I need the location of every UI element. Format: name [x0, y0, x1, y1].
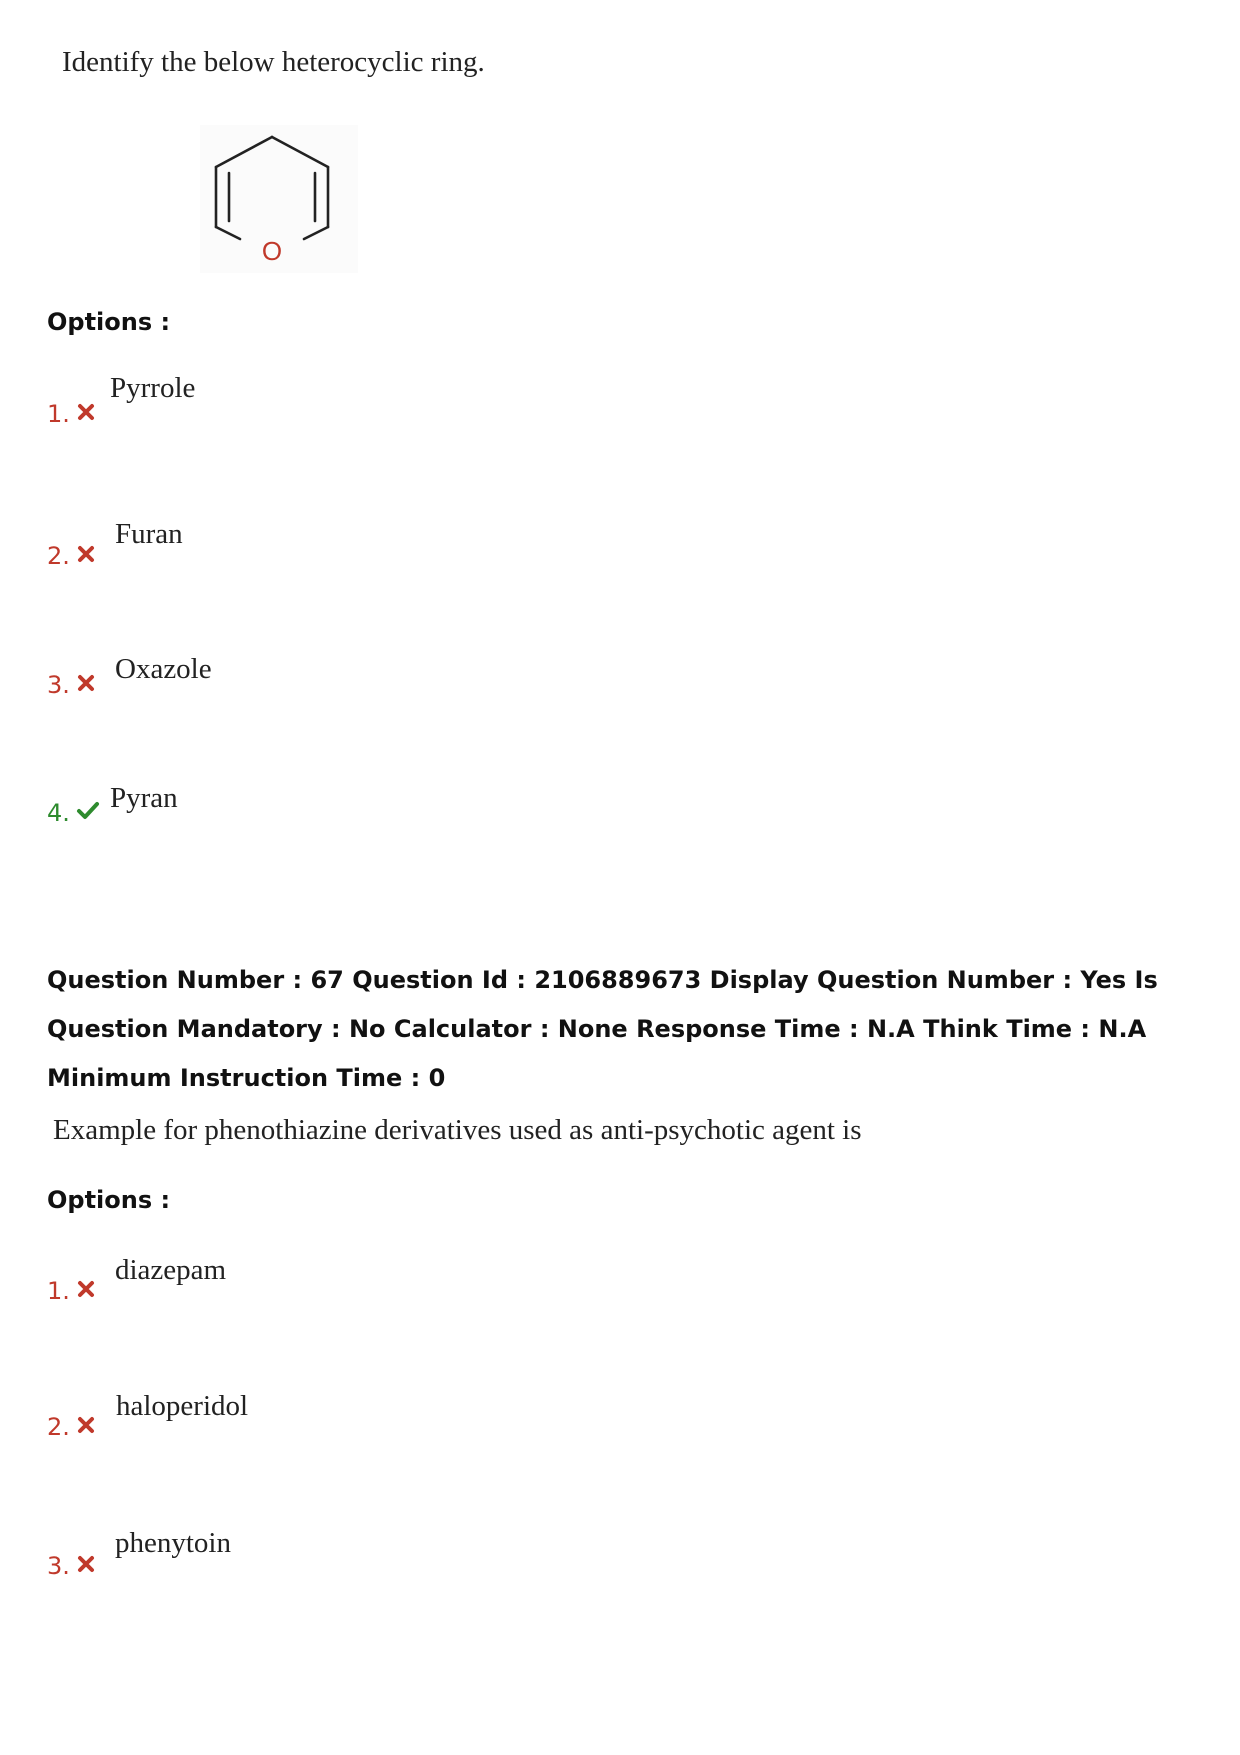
cross-icon — [76, 1554, 96, 1574]
option-text[interactable]: diazepam — [115, 1254, 227, 1286]
question-text: Identify the below heterocyclic ring. — [62, 46, 485, 78]
option-text[interactable]: Pyrrole — [110, 372, 196, 404]
question-text: Example for phenothiazine derivatives used as anti-psychotic agent is — [53, 1114, 862, 1146]
option-text[interactable]: Oxazole — [115, 653, 212, 685]
check-icon — [76, 800, 100, 820]
option-text[interactable]: Pyran — [110, 782, 178, 814]
option-text[interactable]: phenytoin — [115, 1527, 231, 1559]
pyran-structure-image — [200, 125, 358, 273]
option-number: 1. — [47, 1277, 70, 1305]
cross-icon — [76, 1415, 96, 1435]
option-number: 3. — [47, 1552, 70, 1580]
question-metadata: Question Number : 67 Question Id : 2106889673 Display Question Number : Yes Is Question Mandatory : No Calculator : None Response Time : N.A Think Time : N.A Minimum Instruction Time : 0 — [47, 966, 1158, 1092]
cross-icon — [76, 1279, 96, 1299]
pyran-ring-diagram — [200, 125, 358, 273]
option-number: 3. — [47, 671, 70, 699]
option-number: 4. — [47, 799, 70, 827]
cross-icon — [76, 402, 96, 422]
option-number: 2. — [47, 1413, 70, 1441]
options-heading: Options : — [47, 308, 171, 336]
options-heading: Options : — [47, 1186, 171, 1214]
option-text[interactable]: Furan — [115, 518, 183, 550]
cross-icon — [76, 673, 96, 693]
option-number: 1. — [47, 400, 70, 428]
oxygen-atom-label: O — [261, 236, 283, 266]
cross-icon — [76, 544, 96, 564]
option-text[interactable]: haloperidol — [116, 1390, 249, 1422]
option-number: 2. — [47, 542, 70, 570]
